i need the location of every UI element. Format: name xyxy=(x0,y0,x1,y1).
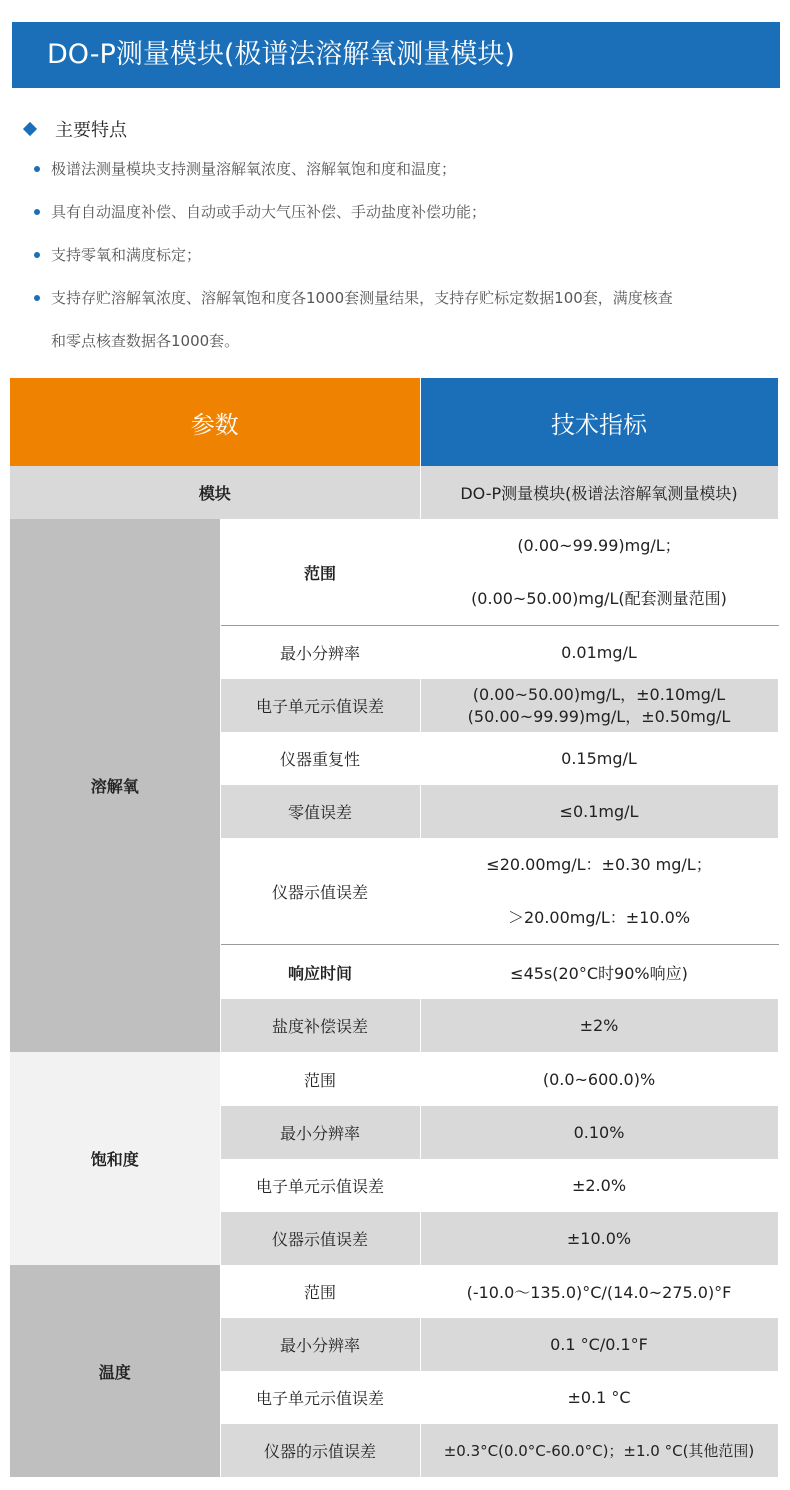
row-label: 零值误差 xyxy=(220,785,420,838)
spec-table xyxy=(10,378,779,1477)
row-label: 仪器的示值误差 xyxy=(220,1424,420,1477)
row-label: 电子单元示值误差 xyxy=(220,679,420,732)
dot-bullet-icon xyxy=(34,166,40,172)
row-label: 响应时间 xyxy=(220,945,420,1000)
row-value: (-10.0～135.0)°C/(14.0~275.0)°F xyxy=(420,1265,778,1318)
row-label: 盐度补偿误差 xyxy=(220,999,420,1052)
module-value: DO-P测量模块(极谱法溶解氧测量模块) xyxy=(420,466,778,519)
dot-bullet-icon xyxy=(34,209,40,215)
feature-item: 极谱法测量模块支持测量溶解氧浓度、溶解氧饱和度和温度； xyxy=(34,148,774,191)
row-label: 电子单元示值误差 xyxy=(220,1371,420,1424)
table-row xyxy=(10,466,778,519)
table-row xyxy=(10,1052,778,1106)
row-value: (0.00~99.99)mg/L； (0.00~50.00)mg/L(配套测量范围) xyxy=(420,519,778,626)
row-value: 0.10% xyxy=(420,1106,778,1159)
feature-item: 具有自动温度补偿、自动或手动大气压补偿、手动盐度补偿功能； xyxy=(34,191,774,234)
header-param: 参数 xyxy=(10,378,420,466)
row-label: 仪器示值误差 xyxy=(220,838,420,945)
row-label: 电子单元示值误差 xyxy=(220,1159,420,1212)
page-title: DO-P测量模块(极谱法溶解氧测量模块) xyxy=(12,22,780,88)
row-value: (0.0~600.0)% xyxy=(420,1052,778,1106)
feature-item: 支持零氧和满度标定； xyxy=(34,234,774,277)
table-row xyxy=(10,519,778,626)
row-label: 最小分辨率 xyxy=(220,1106,420,1159)
row-label: 范围 xyxy=(220,1052,420,1106)
table-row xyxy=(10,1265,778,1318)
table-header-row xyxy=(10,378,778,466)
dot-bullet-icon xyxy=(34,252,40,258)
feature-item: 支持存贮溶解氧浓度、溶解氧饱和度各1000套测量结果，支持存贮标定数据100套，满度核查 和零点核查数据各1000套。 xyxy=(34,277,774,363)
group-name: 温度 xyxy=(10,1265,220,1477)
diamond-bullet-icon xyxy=(23,122,37,136)
group-name: 溶解氧 xyxy=(10,519,220,1052)
row-value: ±2.0% xyxy=(420,1159,778,1212)
row-value: ≤20.00mg/L：±0.30 mg/L； ＞20.00mg/L：±10.0% xyxy=(420,838,778,945)
header-spec: 技术指标 xyxy=(420,378,778,466)
row-value: 0.15mg/L xyxy=(420,732,778,785)
row-label: 最小分辨率 xyxy=(220,626,420,680)
row-value: ≤0.1mg/L xyxy=(420,785,778,838)
row-value: ≤45s(20°C时90%响应) xyxy=(420,945,778,1000)
row-label: 范围 xyxy=(220,1265,420,1318)
row-value: (0.00~50.00)mg/L，±0.10mg/L (50.00~99.99)mg/L，±0.50mg/L xyxy=(420,679,778,732)
row-value: 0.1 °C/0.1°F xyxy=(420,1318,778,1371)
group-name: 饱和度 xyxy=(10,1052,220,1265)
row-label: 最小分辨率 xyxy=(220,1318,420,1371)
row-value: ±10.0% xyxy=(420,1212,778,1265)
module-label: 模块 xyxy=(10,466,420,519)
row-label: 仪器示值误差 xyxy=(220,1212,420,1265)
row-value: ±0.1 °C xyxy=(420,1371,778,1424)
row-label: 仪器重复性 xyxy=(220,732,420,785)
dot-bullet-icon xyxy=(34,295,40,301)
row-value: ±0.3°C(0.0°C-60.0°C)；±1.0 °C(其他范围) xyxy=(420,1424,778,1477)
row-value: ±2% xyxy=(420,999,778,1052)
features-heading xyxy=(22,116,127,142)
row-value: 0.01mg/L xyxy=(420,626,778,680)
features-heading-text: 主要特点 xyxy=(55,120,127,141)
row-label: 范围 xyxy=(220,519,420,626)
